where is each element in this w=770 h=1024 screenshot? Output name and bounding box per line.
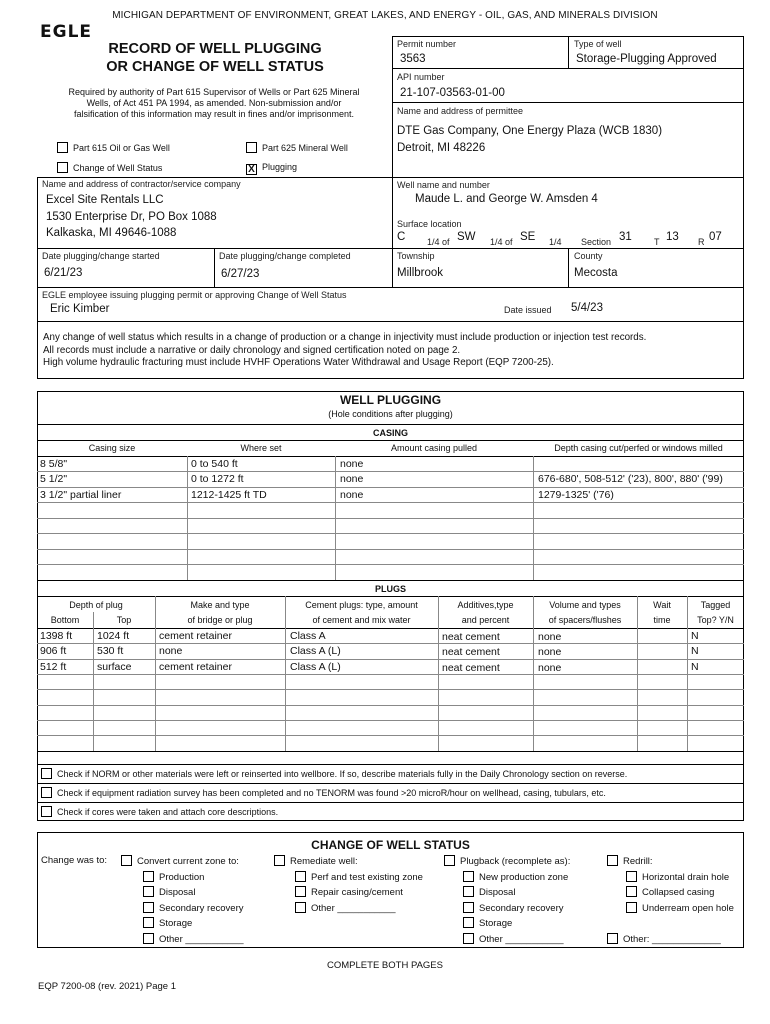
plug-row-2-make[interactable]: none bbox=[159, 645, 183, 657]
checkbox-box[interactable] bbox=[626, 902, 637, 913]
convert-other-option[interactable] bbox=[143, 933, 244, 945]
casing-row-2-pulled[interactable]: none bbox=[340, 473, 364, 485]
casing-row-3-where[interactable]: 1212-1425 ft TD bbox=[191, 489, 267, 501]
checkbox-box[interactable] bbox=[295, 886, 306, 897]
checkbox-box[interactable] bbox=[143, 933, 154, 944]
range-r-label: R bbox=[698, 237, 705, 247]
plugging-label: Plugging bbox=[262, 162, 298, 172]
township-t-label: T bbox=[654, 237, 660, 247]
casing-row-3-pulled[interactable]: none bbox=[340, 489, 364, 501]
redrill-collapsed-option[interactable] bbox=[626, 886, 714, 898]
permittee-line-1[interactable]: DTE Gas Company, One Energy Plaza (WCB 1830) bbox=[397, 125, 663, 137]
permittee-label: Name and address of permittee bbox=[397, 106, 524, 116]
township-t-value[interactable]: 13 bbox=[666, 231, 679, 243]
convert-disposal-option[interactable] bbox=[143, 886, 195, 898]
cement-header-2: of cement and mix water bbox=[312, 615, 411, 625]
cores-checkbox[interactable] bbox=[41, 806, 278, 817]
casing-row-3-depth[interactable]: 1279-1325' ('76) bbox=[538, 489, 614, 501]
amount-pulled-header: Amount casing pulled bbox=[390, 443, 478, 453]
plug-row-1-volume[interactable]: none bbox=[538, 631, 562, 643]
api-number[interactable]: 21-107-03563-01-00 bbox=[400, 87, 505, 99]
quarter-1-label: 1/4 of bbox=[427, 237, 450, 247]
checkbox-box[interactable] bbox=[41, 768, 52, 779]
employee-label: EGLE employee issuing plugging permit or approving Change of Well Status bbox=[42, 290, 347, 300]
casing-row-2-depth[interactable]: 676-680', 508-512' ('23), 800', 880' ('99) bbox=[538, 473, 723, 485]
plugback-secondary-label: Secondary recovery bbox=[479, 903, 564, 914]
convert-secondary-option[interactable] bbox=[143, 902, 243, 914]
convert-production-label: Production bbox=[159, 872, 205, 883]
radiation-checkbox[interactable] bbox=[41, 787, 606, 798]
change-status-title: CHANGE OF WELL STATUS bbox=[311, 838, 470, 852]
checkbox-box[interactable] bbox=[143, 886, 154, 897]
remediate-perf-label: Perf and test existing zone bbox=[311, 872, 423, 883]
date-issued-label: Date issued bbox=[504, 305, 552, 315]
checkbox-box[interactable] bbox=[246, 142, 257, 153]
plugback-option[interactable] bbox=[444, 855, 570, 867]
checkbox-box[interactable] bbox=[463, 871, 474, 882]
plug-row-2-additives[interactable]: neat cement bbox=[442, 646, 500, 658]
part615-label: Part 615 Oil or Gas Well bbox=[73, 143, 170, 153]
wait-header-2: time bbox=[653, 615, 671, 625]
permit-number[interactable]: 3563 bbox=[400, 53, 426, 65]
authority-line-1: Required by authority of Part 615 Supervisor of Wells or Part 625 Mineral bbox=[68, 87, 360, 97]
bottom-header: Bottom bbox=[50, 615, 80, 625]
checkbox-box[interactable] bbox=[121, 855, 132, 866]
change-to-label: Change was to: bbox=[41, 855, 108, 866]
convert-other-label: Other ___________ bbox=[159, 934, 244, 945]
notice-text bbox=[43, 332, 646, 370]
convert-storage-label: Storage bbox=[159, 918, 193, 929]
plug-row-1-cement[interactable]: Class A bbox=[290, 630, 326, 642]
form-id: EQP 7200-08 (rev. 2021) Page 1 bbox=[38, 981, 177, 992]
plug-row-2-cement[interactable]: Class A (L) bbox=[290, 645, 341, 657]
plug-row-2-volume[interactable]: none bbox=[538, 646, 562, 658]
checkbox-box[interactable] bbox=[41, 806, 52, 817]
convert-zone-label: Convert current zone to: bbox=[137, 856, 239, 867]
additives-header-1: Additives,type bbox=[457, 600, 514, 610]
checkbox-box[interactable] bbox=[463, 933, 474, 944]
radiation-check-label: Check if equipment radiation survey has been completed and no TENORM was found >20 microR/hour on wellhead, casing, tubulars, etc. bbox=[57, 788, 606, 798]
cores-check-label: Check if cores were taken and attach core descriptions. bbox=[57, 807, 279, 817]
plug-row-3-tagged[interactable]: N bbox=[691, 661, 699, 673]
casing-row-1-pulled[interactable]: none bbox=[340, 458, 364, 470]
redrill-horizontal-option[interactable] bbox=[626, 871, 729, 883]
redrill-underream-label: Underream open hole bbox=[642, 903, 734, 914]
checkbox-box[interactable] bbox=[463, 902, 474, 913]
checkbox-box[interactable] bbox=[626, 886, 637, 897]
plug-row-2-top[interactable]: 530 ft bbox=[97, 645, 124, 657]
norm-check-label: Check if NORM or other materials were left or reinserted into wellbore. If so, describe materials fully in the Daily Chronology section on reverse. bbox=[57, 769, 628, 779]
norm-checkbox[interactable] bbox=[41, 768, 627, 779]
well-plugging-title: WELL PLUGGING bbox=[339, 393, 442, 407]
api-label: API number bbox=[397, 72, 445, 82]
plug-row-3-top[interactable]: surface bbox=[97, 661, 132, 673]
contractor-line-1[interactable]: Excel Site Rentals LLC bbox=[46, 194, 164, 206]
date-completed-label: Date plugging/change completed bbox=[219, 251, 351, 261]
checkbox-box[interactable] bbox=[607, 933, 618, 944]
part615-checkbox[interactable] bbox=[57, 142, 170, 153]
well-type-value[interactable]: Storage-Plugging Approved bbox=[576, 53, 717, 65]
remediate-repair-option[interactable] bbox=[295, 886, 403, 898]
plug-row-1-make[interactable]: cement retainer bbox=[159, 630, 232, 642]
remediate-repair-label: Repair casing/cement bbox=[311, 887, 403, 898]
casing-row-2-size[interactable]: 5 1/2" bbox=[40, 473, 68, 485]
part625-checkbox[interactable] bbox=[246, 142, 348, 153]
cement-header-1: Cement plugs: type, amount bbox=[305, 600, 418, 610]
employee-value[interactable]: Eric Kimber bbox=[50, 303, 110, 315]
authority-text bbox=[44, 87, 384, 120]
convert-zone-option[interactable] bbox=[121, 855, 239, 867]
checkbox-box[interactable] bbox=[57, 162, 68, 173]
complete-both-pages: COMPLETE BOTH PAGES bbox=[327, 960, 443, 971]
tagged-header-1: Tagged bbox=[700, 600, 731, 610]
volume-header-1: Volume and types bbox=[549, 600, 621, 610]
well-name-label: Well name and number bbox=[397, 180, 490, 190]
department-header: MICHIGAN DEPARTMENT OF ENVIRONMENT, GREAT LAKES, AND ENERGY - OIL, GAS, AND MINERALS DIVISION bbox=[112, 10, 658, 21]
checkbox-box[interactable] bbox=[295, 902, 306, 913]
change-status-label: Change of Well Status bbox=[73, 163, 163, 173]
make-type-header-1: Make and type bbox=[190, 600, 250, 610]
plug-row-1-tagged[interactable]: N bbox=[691, 630, 699, 642]
wait-header-1: Wait bbox=[653, 600, 671, 610]
checkbox-box[interactable] bbox=[295, 871, 306, 882]
quarter-2-label: 1/4 of bbox=[490, 237, 513, 247]
where-set-header: Where set bbox=[240, 443, 282, 453]
plug-row-3-make[interactable]: cement retainer bbox=[159, 661, 232, 673]
plugging-checkbox[interactable] bbox=[246, 162, 297, 175]
quarter-3-value[interactable]: SE bbox=[520, 231, 536, 243]
notice-line-2: All records must include a narrative or daily chronology and signed certification noted on page 2. bbox=[43, 344, 461, 356]
township-value[interactable]: Millbrook bbox=[397, 267, 444, 279]
quarter-2-value[interactable]: SW bbox=[457, 231, 476, 243]
date-issued-value[interactable]: 5/4/23 bbox=[571, 302, 603, 314]
casing-row-3-size[interactable]: 3 1/2" partial liner bbox=[40, 489, 122, 501]
plug-row-3-bottom[interactable]: 512 ft bbox=[40, 661, 67, 673]
checkbox-box[interactable] bbox=[143, 871, 154, 882]
plug-row-3-additives[interactable]: neat cement bbox=[442, 662, 500, 674]
plugback-other-label: Other ___________ bbox=[479, 934, 564, 945]
permit-label: Permit number bbox=[397, 39, 457, 49]
plugs-title: PLUGS bbox=[374, 584, 406, 594]
plug-row-1-additives[interactable]: neat cement bbox=[442, 631, 500, 643]
plugback-disposal-label: Disposal bbox=[479, 887, 516, 898]
form-title bbox=[60, 40, 370, 76]
plugback-storage-label: Storage bbox=[479, 918, 513, 929]
checkbox-box[interactable] bbox=[143, 917, 154, 928]
date-completed-value[interactable]: 6/27/23 bbox=[221, 268, 260, 280]
checkbox-box[interactable] bbox=[463, 917, 474, 928]
casing-row-1-size[interactable]: 8 5/8" bbox=[40, 458, 68, 470]
remediate-other-option[interactable] bbox=[295, 902, 396, 914]
checkbox-box[interactable] bbox=[274, 855, 285, 866]
casing-size-header: Casing size bbox=[88, 443, 136, 453]
plug-row-2-tagged[interactable]: N bbox=[691, 645, 699, 657]
tagged-header-2: Top? Y/N bbox=[697, 615, 734, 625]
remediate-other-label: Other ___________ bbox=[311, 903, 396, 914]
remediate-perf-option[interactable] bbox=[295, 871, 423, 883]
casing-row-1-where[interactable]: 0 to 540 ft bbox=[191, 458, 238, 470]
township-label: Township bbox=[397, 251, 435, 261]
notice-line-3: High volume hydraulic fracturing must include HVHF Operations Water Withdrawal and Usage Report (EQP 7200-25). bbox=[43, 357, 554, 368]
convert-secondary-label: Secondary recovery bbox=[159, 903, 244, 914]
authority-line-3: falsification of this information may result in fines and/or imprisonment. bbox=[73, 109, 355, 119]
part625-label: Part 625 Mineral Well bbox=[262, 143, 348, 153]
depth-cut-header: Depth casing cut/perfed or windows milled bbox=[554, 443, 723, 453]
plug-row-1-top[interactable]: 1024 ft bbox=[97, 630, 130, 642]
convert-production-option[interactable] bbox=[143, 871, 204, 883]
make-type-header-2: of bridge or plug bbox=[187, 615, 253, 625]
notice-line-1: Any change of well status which results in a change of production or a change in injectivity must include production or injection test records. bbox=[43, 332, 647, 343]
volume-header-2: of spacers/flushes bbox=[548, 615, 622, 625]
section-value[interactable]: 31 bbox=[619, 231, 632, 243]
plug-row-3-volume[interactable]: none bbox=[538, 662, 562, 674]
redrill-underream-option[interactable] bbox=[626, 902, 734, 914]
authority-line-2: Wells, of Act 451 PA 1994, as amended. Non-submission and/or bbox=[86, 98, 342, 108]
redrill-other-label: Other: _____________ bbox=[623, 934, 721, 945]
plugback-production-label: New production zone bbox=[479, 872, 569, 883]
checkbox-box[interactable] bbox=[626, 871, 637, 882]
plugback-other-option[interactable] bbox=[463, 933, 564, 945]
remediate-label: Remediate well: bbox=[290, 856, 358, 867]
redrill-label: Redrill: bbox=[623, 856, 653, 867]
convert-storage-option[interactable] bbox=[143, 917, 192, 929]
checkbox-box[interactable] bbox=[57, 142, 68, 153]
date-started-value[interactable]: 6/21/23 bbox=[44, 267, 83, 279]
well-type-label: Type of well bbox=[574, 39, 622, 49]
plug-row-1-bottom[interactable]: 1398 ft bbox=[40, 630, 73, 642]
redrill-collapsed-label: Collapsed casing bbox=[642, 887, 715, 898]
casing-title: CASING bbox=[372, 428, 408, 438]
surface-location-label: Surface location bbox=[397, 219, 462, 229]
title-line-2: OR CHANGE OF WELL STATUS bbox=[106, 59, 324, 75]
quarter-1-value[interactable]: C bbox=[397, 231, 406, 243]
redrill-option[interactable] bbox=[607, 855, 653, 867]
checkbox-box[interactable]: X bbox=[246, 164, 257, 175]
remediate-option[interactable] bbox=[274, 855, 358, 867]
well-name-value[interactable]: Maude L. and George W. Amsden 4 bbox=[415, 193, 598, 205]
additives-header-2: and percent bbox=[461, 615, 510, 625]
range-r-value[interactable]: 07 bbox=[709, 231, 722, 243]
egle-logo: EGLE bbox=[40, 22, 93, 42]
quarter-3-label: 1/4 bbox=[549, 237, 562, 247]
plugback-label: Plugback (recomplete as): bbox=[460, 856, 571, 867]
change-status-checkbox[interactable] bbox=[57, 162, 162, 173]
well-plugging-subtitle: (Hole conditions after plugging) bbox=[328, 409, 453, 419]
county-label: County bbox=[574, 251, 603, 261]
county-value[interactable]: Mecosta bbox=[574, 267, 618, 279]
checkbox-box[interactable] bbox=[463, 886, 474, 897]
plugback-storage-option[interactable] bbox=[463, 917, 512, 929]
plugback-disposal-option[interactable] bbox=[463, 886, 515, 898]
plug-row-3-cement[interactable]: Class A (L) bbox=[290, 661, 341, 673]
contractor-line-2[interactable]: 1530 Enterprise Dr, PO Box 1088 bbox=[46, 211, 217, 223]
plug-row-2-bottom[interactable]: 906 ft bbox=[40, 645, 67, 657]
checkbox-box[interactable] bbox=[143, 902, 154, 913]
top-header: Top bbox=[116, 615, 132, 625]
section-label: Section bbox=[581, 237, 612, 247]
plugback-secondary-option[interactable] bbox=[463, 902, 563, 914]
permittee-line-2[interactable]: Detroit, MI 48226 bbox=[397, 142, 486, 154]
convert-disposal-label: Disposal bbox=[159, 887, 196, 898]
redrill-other-option[interactable] bbox=[607, 933, 721, 945]
redrill-horizontal-label: Horizontal drain hole bbox=[642, 872, 730, 883]
checkbox-box[interactable] bbox=[607, 855, 618, 866]
title-line-1: RECORD OF WELL PLUGGING bbox=[108, 41, 322, 57]
contractor-line-3[interactable]: Kalkaska, MI 49646-1088 bbox=[46, 227, 177, 239]
plugback-production-option[interactable] bbox=[463, 871, 568, 883]
checkbox-box[interactable] bbox=[41, 787, 52, 798]
depth-of-plug-header: Depth of plug bbox=[69, 600, 123, 610]
casing-row-2-where[interactable]: 0 to 1272 ft bbox=[191, 473, 244, 485]
checkbox-box[interactable] bbox=[444, 855, 455, 866]
contractor-label: Name and address of contractor/service company bbox=[42, 179, 241, 189]
date-started-label: Date plugging/change started bbox=[42, 251, 160, 261]
